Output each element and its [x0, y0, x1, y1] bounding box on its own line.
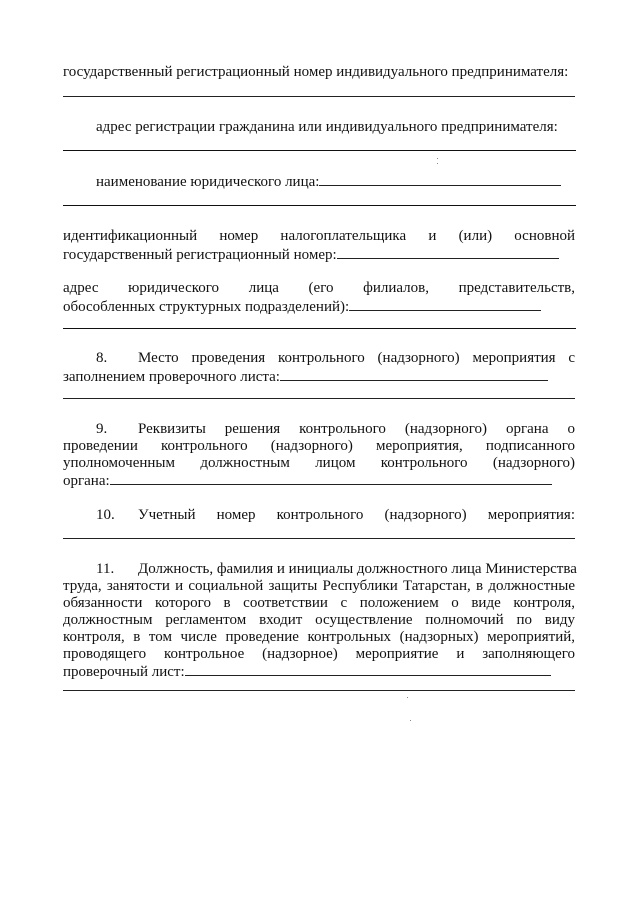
legal-name-row — [96, 172, 561, 191]
text-word: подписанного — [485, 438, 576, 454]
text-word: контрольного — [380, 455, 468, 471]
legal-address-fill-line — [349, 297, 541, 311]
item11-line-7 — [63, 662, 551, 681]
inn-fill-line — [337, 245, 559, 259]
text-word: налогоплательщика — [280, 228, 407, 244]
text-word: номер — [219, 228, 259, 244]
text-word: и — [428, 228, 437, 244]
text-word: соответствии — [243, 595, 328, 611]
text-word: (надзорного) — [270, 438, 353, 454]
legal-address-line-2 — [63, 297, 541, 316]
text-word: органа — [506, 421, 549, 437]
inn-line-2 — [63, 245, 559, 264]
citizen-address-label: адрес регистрации гражданина или индивидуального предпринимателя: — [96, 119, 558, 135]
text-word: мероприятия, — [375, 438, 463, 454]
text-word: с — [568, 350, 576, 366]
text-word: о — [567, 421, 575, 437]
text-word: основной — [514, 228, 575, 244]
item9-fill-line — [110, 471, 552, 485]
text-word: числе — [180, 629, 217, 645]
text-word: по — [516, 612, 532, 628]
text-word: лица — [248, 280, 279, 296]
text-word: (его — [308, 280, 334, 296]
text-word: в — [223, 595, 231, 611]
text-word: представительств, — [458, 280, 576, 296]
item8-line-2 — [63, 367, 548, 386]
item9-line-2 — [63, 437, 575, 455]
text-word: в — [476, 578, 484, 594]
item11-number: 11. — [96, 561, 115, 577]
item10-line-1 — [138, 506, 575, 524]
item11-line-4 — [63, 611, 575, 629]
inn-label: государственный регистрационный номер: — [63, 247, 337, 263]
item8-label: заполнением проверочного листа: — [63, 369, 280, 385]
text-word: виде — [471, 595, 501, 611]
text-word: Республики — [322, 578, 398, 594]
inn-line-1 — [63, 227, 575, 245]
item8-line-1 — [138, 349, 575, 367]
text-word: идентификационный — [63, 228, 198, 244]
text-word: мероприятий, — [487, 629, 576, 645]
text-word: Учетный — [138, 507, 196, 523]
text-word: (надзорного) — [384, 507, 467, 523]
text-word: мероприятие — [355, 646, 439, 662]
item10-fill-line — [63, 538, 575, 539]
item9-label: органа: — [63, 473, 110, 489]
text-word: адрес — [63, 280, 99, 296]
text-word: (надзорное) — [262, 646, 338, 662]
text-word: проведение — [225, 629, 299, 645]
text-word: входит — [259, 612, 303, 628]
text-word: (надзорного) — [492, 455, 575, 471]
text-word: положением — [359, 595, 439, 611]
text-word: (надзорных) — [399, 629, 479, 645]
text-word: заполняющего — [482, 646, 576, 662]
item11-second-line — [63, 690, 575, 691]
item9-line-1 — [138, 420, 575, 438]
scan-speck — [437, 158, 438, 159]
text-word: том — [148, 629, 172, 645]
legal-name-fill-line — [319, 172, 561, 186]
item11-line-6 — [63, 645, 575, 663]
text-word: проведении — [63, 438, 138, 454]
item8-second-line — [63, 398, 575, 399]
text-word: Место — [138, 350, 179, 366]
text-word: контрольных — [307, 629, 392, 645]
text-word: номер — [216, 507, 256, 523]
text-word: в — [133, 629, 141, 645]
text-word: контрольного — [278, 350, 365, 366]
item9-number: 9. — [96, 421, 108, 437]
text-word: должностным — [200, 455, 290, 471]
legal-name-label: наименование юридического лица: — [96, 174, 320, 190]
item11-line-2 — [63, 577, 575, 595]
text-word: (или) — [458, 228, 493, 244]
text-word: должностные — [488, 578, 576, 594]
text-word: с — [340, 595, 348, 611]
legal-name-second-line — [63, 205, 576, 206]
text-word: контрольного — [160, 438, 248, 454]
item8-fill-line — [280, 367, 548, 381]
text-word: и — [175, 578, 184, 594]
text-word: контроля, — [63, 629, 125, 645]
text-word: проводящего — [63, 646, 147, 662]
text-word: контрольного — [299, 421, 386, 437]
legal-address-line-1 — [63, 279, 575, 297]
scan-speck — [410, 720, 411, 721]
text-word: полномочий — [425, 612, 504, 628]
text-word: виду — [544, 612, 576, 628]
text-word: и — [456, 646, 465, 662]
text-word: мероприятия — [472, 350, 556, 366]
text-word: (надзорного) — [404, 421, 487, 437]
item11-line-5 — [63, 628, 575, 646]
item9-line-3 — [63, 454, 575, 472]
item11-line-3 — [63, 594, 575, 612]
legal-address-label: обособленных структурных подразделений): — [63, 299, 350, 315]
text-word: лицом — [315, 455, 356, 471]
scan-speck — [437, 163, 438, 164]
text-word: контрольного — [276, 507, 364, 523]
text-word: мероприятия: — [487, 507, 575, 523]
item9-line-4 — [63, 471, 552, 490]
text-word: которого — [154, 595, 211, 611]
text-word: юридического — [128, 280, 220, 296]
text-word: труда, — [63, 578, 102, 594]
text-word: должностным — [63, 612, 153, 628]
text-word: обязанности — [63, 595, 143, 611]
text-word: филиалов, — [363, 280, 429, 296]
text-word: решения — [224, 421, 281, 437]
text-word: Реквизиты — [138, 421, 206, 437]
item11-fill-line — [185, 662, 551, 676]
text-word: (надзорного) — [377, 350, 460, 366]
ogrnip-label: государственный регистрационный номер индивидуального предпринимателя: — [63, 64, 569, 80]
text-word: регламентом — [165, 612, 247, 628]
text-word: контрольное — [163, 646, 245, 662]
scan-speck — [407, 697, 408, 698]
item11-line-1: Должность, фамилия и инициалы должностного лица Министерства — [138, 561, 577, 577]
item10-number: 10. — [96, 507, 115, 523]
text-word: социальной — [188, 578, 264, 594]
text-word: занятости — [106, 578, 170, 594]
text-word: уполномоченным — [63, 455, 175, 471]
text-word: защиты — [268, 578, 318, 594]
item8-number: 8. — [96, 350, 108, 366]
text-word: о — [451, 595, 459, 611]
text-word: контроля, — [513, 595, 576, 611]
text-word: осуществление — [315, 612, 413, 628]
legal-address-second-line — [63, 328, 576, 329]
item11-label: проверочный лист: — [63, 664, 185, 680]
text-word: Татарстан, — [403, 578, 471, 594]
citizen-address-fill-line — [63, 150, 576, 151]
text-word: проведения — [191, 350, 266, 366]
ogrnip-fill-line — [63, 96, 575, 97]
